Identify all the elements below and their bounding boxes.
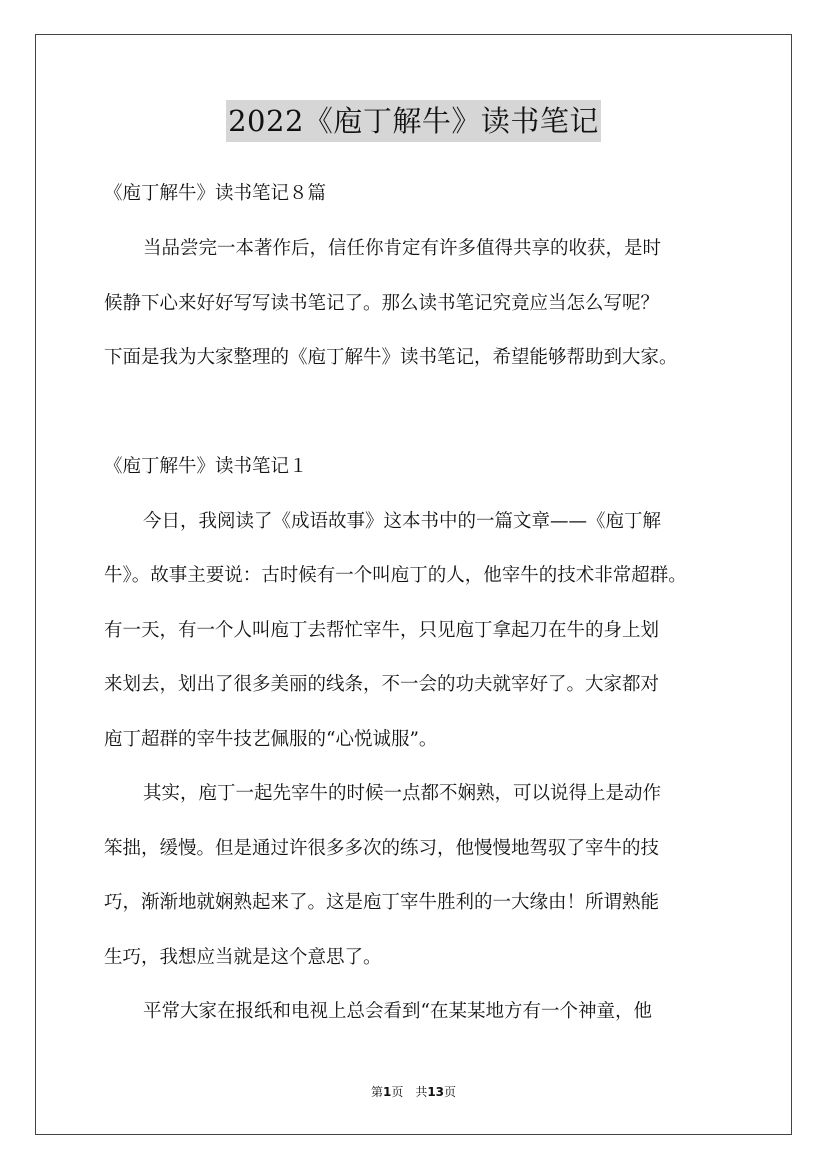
paragraph1-line-1: 今日，我阅读了《成语故事》这本书中的一篇文章——《庖丁解 [143,511,662,532]
intro-line-2: 候静下心来好好写写读书笔记了。那么读书笔记究竟应当怎么写呢？ [104,293,660,314]
footer-mid: 页 共 [391,1085,428,1099]
paragraph1-line-5: 庖丁超群的宰牛技艺佩服的“心悦诚服”。 [104,729,438,750]
document-title [0,100,827,142]
paragraph1-line-3: 有一天，有一个人叫庖丁去帮忙宰牛，只见庖丁拿起刀在牛的身上划 [104,620,660,641]
paragraph2-line-3: 巧，渐渐地就娴熟起来了。这是庖丁宰牛胜利的一大缘由！所谓熟能 [104,892,660,913]
footer-prefix: 第 [370,1085,383,1099]
footer-suffix: 页 [444,1085,457,1099]
document-subtitle: 《庖丁解牛》读书笔记８篇 [104,183,327,204]
paragraph1-line-2: 牛》。故事主要说：古时候有一个叫庖丁的人，他宰牛的技术非常超群。 [104,565,687,586]
section-heading: 《庖丁解牛》读书笔记１ [104,456,308,477]
page-footer [0,1084,827,1100]
footer-current-page: 1 [382,1085,392,1099]
paragraph2-line-2: 笨拙，缓慢。但是通过许很多多次的练习，他慢慢地驾驭了宰牛的技 [104,838,660,859]
intro-line-3: 下面是我为大家整理的《庖丁解牛》读书笔记，希望能够帮助到大家。 [104,347,678,368]
paragraph1-line-4: 来划去，划出了很多美丽的线条，不一会的功夫就宰好了。大家都对 [104,674,660,695]
paragraph2-line-4: 生巧，我想应当就是这个意思了。 [104,947,382,968]
paragraph3-line-1: 平常大家在报纸和电视上总会看到“在某某地方有一个神童，他 [143,1001,652,1022]
document-title-text: 2022《庖丁解牛》读书笔记 [226,100,601,142]
intro-line-1: 当品尝完一本著作后，信任你肯定有许多值得共享的收获，是时 [143,238,662,259]
paragraph2-line-1: 其实，庖丁一起先宰牛的时候一点都不娴熟，可以说得上是动作 [143,783,662,804]
footer-total-pages: 13 [427,1085,445,1099]
